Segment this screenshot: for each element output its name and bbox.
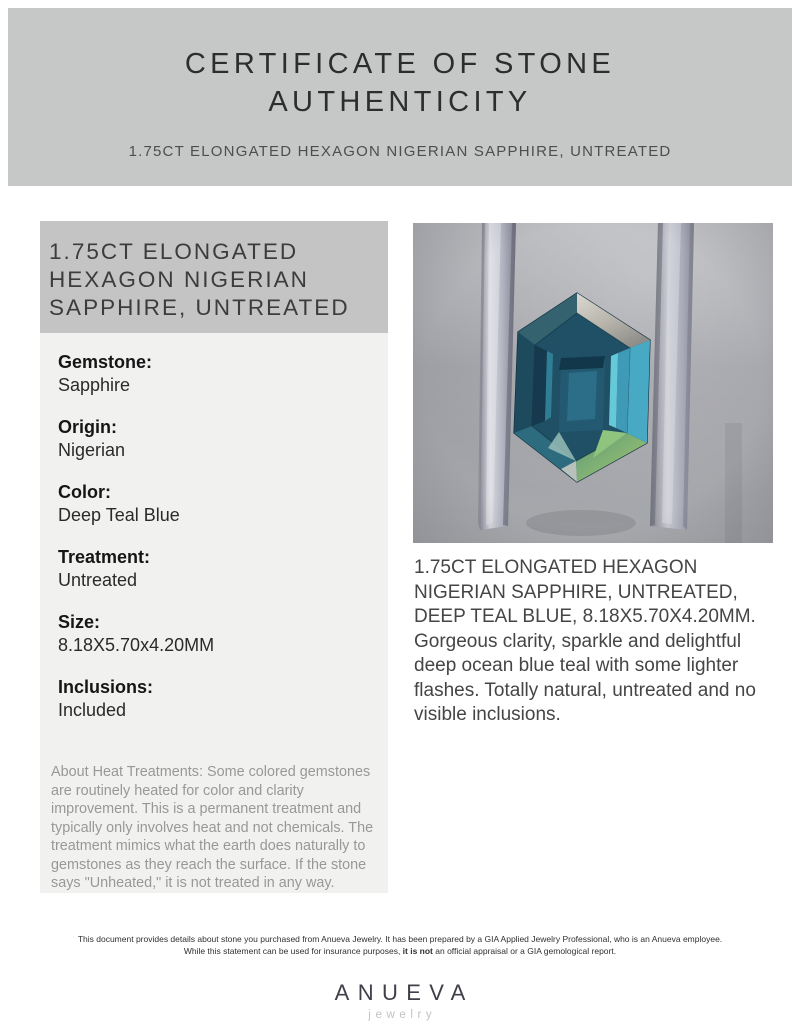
- footer-line2: [0, 945, 800, 957]
- field-value: Included: [58, 700, 127, 720]
- footer-line2-bold: it is not: [402, 946, 433, 956]
- footer-disclaimer: [0, 933, 800, 957]
- field-label: Inclusions:: [58, 677, 154, 697]
- footer-line2-pre: While this statement can be used for insurance purposes,: [183, 946, 403, 956]
- photo-vignette: [413, 223, 773, 543]
- field-label: Size:: [58, 612, 101, 632]
- footer-line2-post: an official appraisal or a GIA gemological report.: [432, 946, 617, 956]
- field-value: Deep Teal Blue: [58, 505, 180, 525]
- stone-card-title: [40, 221, 388, 333]
- stone-card: [40, 221, 388, 893]
- field-row: [58, 482, 374, 526]
- stone-card-title-line1: 1.75CT ELONGATED: [49, 239, 299, 264]
- certificate-title: [8, 8, 792, 121]
- field-row: [58, 547, 374, 591]
- field-label: Gemstone:: [58, 352, 153, 372]
- certificate-title-line2: AUTHENTICITY: [268, 86, 532, 118]
- field-value: Untreated: [58, 570, 138, 590]
- certificate-title-line1: CERTIFICATE OF STONE: [184, 48, 616, 80]
- stone-card-body: [40, 333, 388, 893]
- brand-name: ANUEVA: [334, 980, 474, 1005]
- brand-logo: [0, 980, 800, 1021]
- field-label: Color:: [58, 482, 111, 502]
- brand-tagline: jewelry: [368, 1009, 437, 1021]
- stone-photo: [413, 223, 773, 543]
- field-value: Sapphire: [58, 375, 131, 395]
- heat-treatment-note: About Heat Treatments: Some colored gemstones are routinely heated for color and clarity improvement. This is a permanent treatment and typically only involves heat and not chemicals. The treatment mimics what the earth does naturally to gemstones as they reach the surface. If the stone says "Unheated," it is not treated in any way.: [51, 764, 374, 891]
- certificate-banner: [8, 8, 792, 186]
- stone-photo-graphic: [413, 223, 773, 543]
- certificate-subtitle: 1.75CT ELONGATED HEXAGON NIGERIAN SAPPHIRE, UNTREATED: [128, 143, 672, 160]
- stone-card-title-line3: SAPPHIRE, UNTREATED: [49, 295, 350, 320]
- field-label: Treatment:: [58, 547, 151, 567]
- footer-line1: This document provides details about stone you purchased from Anueva Jewelry. It has been prepared by a GIA Applied Jewelry Professional, who is an Anueva employee.: [77, 934, 723, 944]
- field-value: 8.18X5.70x4.20MM: [58, 635, 215, 655]
- field-row: [58, 417, 374, 461]
- field-label: Origin:: [58, 417, 117, 437]
- field-row: [58, 352, 374, 396]
- stone-description: 1.75CT ELONGATED HEXAGON NIGERIAN SAPPHIRE, UNTREATED, DEEP TEAL BLUE, 8.18X5.70X4.20MM. Gorgeous clarity, sparkle and delightful deep ocean blue teal with some lighter flashes. Totally natural, untreated and no visible inclusions.: [414, 557, 756, 725]
- field-row: [58, 677, 374, 721]
- stone-card-title-line2: HEXAGON NIGERIAN: [49, 267, 309, 292]
- field-value: Nigerian: [58, 440, 126, 460]
- field-row: [58, 612, 374, 656]
